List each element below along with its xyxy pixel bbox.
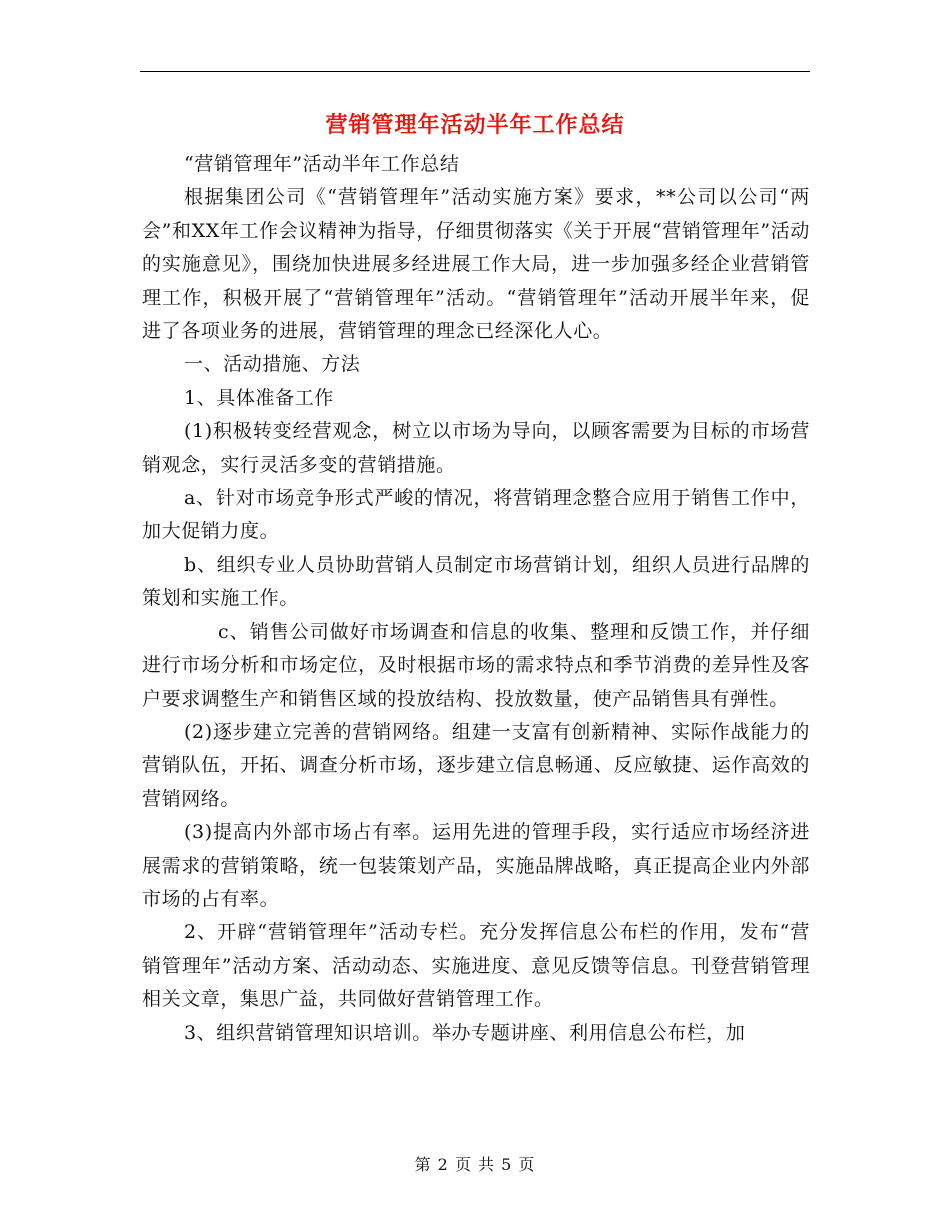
page-footer: 第 2 页 共 5 页 [414, 1155, 536, 1174]
item-paragraph-2: (2)逐步建立完善的营销网络。组建一支富有创新精神、实际作战能力的营销队伍，开拓、调查分析市场，逐步建立信息畅通、反应敏捷、运作高效的营销网络。 [142, 720, 810, 810]
section-heading-1: 一、活动措施、方法 [184, 353, 361, 376]
section-paragraph-2: 2、开辟“营销管理年”活动专栏。充分发挥信息公布栏的作用，发布“营销管理年”活动方案、活动动态、实施进度、意见反馈等信息。刊登营销管理相关文章，集思广益，共同做好营销管理工作。 [142, 921, 810, 1011]
item-paragraph-3: (3)提高内外部市场占有率。运用先进的管理手段，实行适应市场经济进展需求的营销策略，统一包装策划产品，实施品牌战略，真正提高企业内外部市场的占有率。 [142, 821, 810, 910]
document-title: 营销管理年活动半年工作总结 [325, 113, 625, 138]
section-paragraph-3: 3、组织营销管理知识培训。举办专题讲座、利用信息公布栏，加 [184, 1021, 746, 1044]
header-rule [140, 71, 810, 72]
intro-paragraph: 根据集团公司《“营销管理年”活动实施方案》要求，**公司以公司“两会”和XX年工作会议精神为指导，仔细贯彻落实《关于开展“营销管理年”活动的实施意见》，围绕加快进展多经进展工作大局，进一步加强多经企业营销管理工作，积极开展了“营销管理年”活动。“营销管理年”活动开展半年来，促进了各项业务的进展，营销管理的理念已经深化人心。 [142, 186, 810, 343]
item-paragraph-1: (1)积极转变经营观念，树立以市场为导向，以顾客需要为目标的市场营销观念，实行灵活多变的营销措施。 [142, 420, 810, 476]
item-paragraph-b: b、组织专业人员协助营销人员制定市场营销计划，组织人员进行品牌的策划和实施工作。 [142, 553, 810, 610]
document-body [142, 148, 810, 1050]
item-paragraph-a: a、针对市场竞争形式严峻的情况，将营销理念整合应用于销售工作中，加大促销力度。 [142, 487, 810, 543]
subsection-heading-1: 1、具体准备工作 [184, 386, 334, 409]
subtitle-paragraph: “营销管理年”活动半年工作总结 [184, 153, 460, 175]
item-paragraph-c: c、销售公司做好市场调查和信息的收集、整理和反馈工作，并仔细进行市场分析和市场定位，及时根据市场的需求特点和季节消费的差异性及客户要求调整生产和销售区域的投放结构、投放数量，使产品销售具有弹性。 [142, 620, 810, 710]
